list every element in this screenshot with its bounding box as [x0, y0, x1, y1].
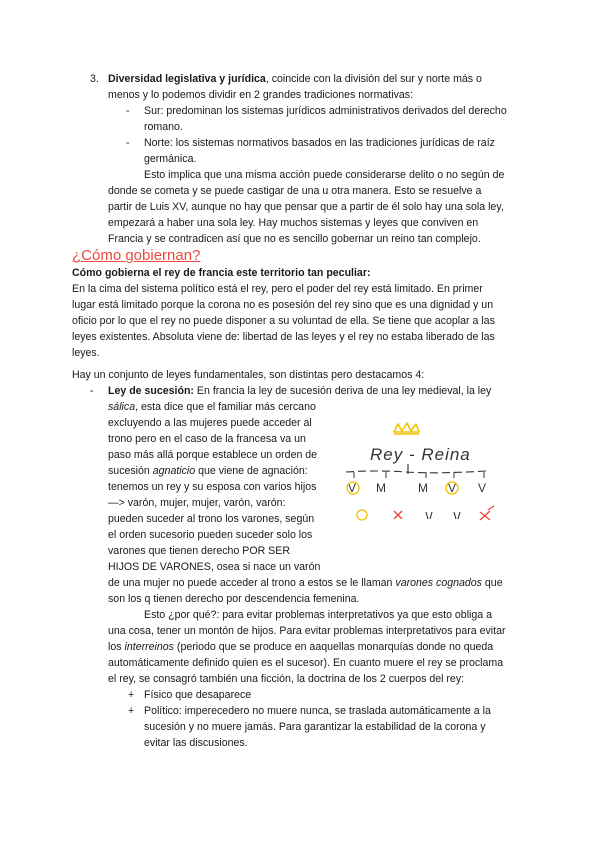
- para3-line: automáticamente definido quien es el sucesor). En cuanto muere el rey se proclama: [108, 657, 504, 669]
- item3-para-line: donde se cometa y se puede castigar de una u otra manera. Esto se resuelve a: [108, 185, 482, 197]
- law-text: que: [481, 577, 503, 589]
- section-subheading: Cómo gobierna el rey de francia este territorio tan peculiar:: [72, 267, 371, 279]
- law-text: que viene de agnación:: [195, 465, 308, 477]
- para1-line: lugar está limitado porque la corona no es posesión del rey sino que es una dignidad y un: [72, 299, 494, 311]
- item3-text: , coincide con la división del sur y norte más o: [265, 73, 482, 85]
- sub-bullet: -: [126, 105, 130, 117]
- law-line2: [108, 400, 316, 416]
- interreinos-term: interreinos: [124, 641, 174, 653]
- law-line: varones que tienen derecho POR SER: [108, 545, 290, 557]
- cross-mark: [480, 511, 490, 520]
- sketch-title: Rey - Reina: [370, 445, 471, 464]
- agnaticio-term: agnaticio: [152, 465, 196, 477]
- law-line: el orden sucesorio pueden suceder solo los: [108, 529, 313, 541]
- para1-line: leyes.: [72, 347, 100, 359]
- item3-para-line: Francia y se contradicen así que no es sencillo gobernar un reino tan complejo.: [108, 233, 481, 245]
- plus-bullet: +: [128, 705, 135, 717]
- law-text: , esta dice que el familiar más cercano: [135, 401, 316, 413]
- item3-para-line: partir de Luis XV, aunque no hay que pensar que a partir de él solo hay una sola ley,: [108, 201, 504, 213]
- item3-line1: [108, 72, 538, 88]
- tree-line: [346, 471, 486, 473]
- child-label: M: [418, 481, 428, 495]
- law-line6: [108, 464, 308, 480]
- law-text: sucesión: [108, 465, 153, 477]
- para1-line: leyes existentes. Absoluta viene de: libertad de las leyes y el rey no estaba liberado de las: [72, 331, 495, 343]
- cross-tail: [488, 506, 494, 510]
- para2: Hay un conjunto de leyes fundamentales, son distintas pero destacamos 4:: [72, 369, 425, 381]
- law-text: de una mujer no puede acceder al trono a estos se le llaman: [108, 577, 396, 589]
- sub-item-north: Norte: los sistemas normativos basados en las tradiciones jurídicas de raíz: [144, 137, 495, 149]
- law-line: trono pero en el caso de la francesa va un: [108, 433, 306, 445]
- sub-item-south-cont: romano.: [144, 121, 183, 133]
- law-title: Ley de sucesión:: [108, 385, 194, 397]
- child-label: V: [348, 481, 357, 495]
- body-item-political-cont: sucesión y no muere jamás. Para garantizar la estabilidad de la corona y: [144, 721, 486, 733]
- law-text: En francia la ley de sucesión deriva de una ley medieval, la ley: [193, 385, 492, 397]
- item3-para-line: empezará a haber una sola ley. Hay muchos sistemas y leyes que conviven en: [108, 217, 479, 229]
- sub-bullet: -: [126, 137, 130, 149]
- para3-line3: [108, 640, 493, 656]
- item3-title: Diversidad legislativa y jurídica: [108, 73, 266, 85]
- highlight-circle: [357, 510, 367, 520]
- family-tree-sketch: [336, 420, 526, 530]
- law-line: pueden suceder al trono los varones, según: [108, 513, 315, 525]
- plus-bullet: +: [128, 689, 135, 701]
- child-label: V: [478, 481, 487, 495]
- section-heading: ¿Cómo gobiernan?: [72, 247, 201, 264]
- para3-text: los: [108, 641, 125, 653]
- law-bullet: -: [90, 385, 94, 397]
- law-line1: [108, 384, 538, 400]
- law-line14: son los q tienen derecho por descendencia femenina.: [108, 593, 360, 605]
- body-item-political-cont: evitar las discusiones.: [144, 737, 248, 749]
- law-line: —> varón, mujer, mujer, varón, varón:: [108, 497, 286, 509]
- tick-mark: [426, 512, 432, 519]
- para3-line: Esto ¿por qué?: para evitar problemas interpretativos ya que esto obliga a: [144, 609, 493, 621]
- tick-mark: [454, 512, 460, 519]
- law-line: excluyendo a las mujeres puede acceder al: [108, 417, 312, 429]
- sub-item-south: Sur: predominan los sistemas jurídicos administrativos derivados del derecho: [144, 105, 507, 117]
- law-line: HIJOS DE VARONES, osea si nace un varón: [108, 561, 321, 573]
- para1-line: oficio por lo que el rey no puede disponer a su voluntad de ella. Se tiene que acoplar a las: [72, 315, 495, 327]
- body-item-political: Político: imperecedero no muere nunca, se traslada automáticamente a la: [144, 705, 491, 717]
- item3-para-line: Esto implica que una misma acción puede considerarse delito o no según de: [144, 169, 505, 181]
- law-line: paso más allá porque establece un orden de: [108, 449, 318, 461]
- sub-item-north-cont: germánica.: [144, 153, 197, 165]
- law-line: tenemos un rey y su esposa con varios hijos: [108, 481, 317, 493]
- child-label: V: [448, 481, 457, 495]
- cognados-term: varones cognados: [395, 577, 482, 589]
- para1-line: En la cima del sistema político está el rey, pero el poder del rey está limitado. En primer: [72, 283, 483, 295]
- crown-icon: [394, 423, 419, 432]
- cross-mark: [394, 511, 402, 519]
- para3-line: el rey, se consagró también una ficción, la doctrina de los 2 cuerpos del rey:: [108, 673, 465, 685]
- para3-line: una cosa, tener un montón de hijos. Para evitar problemas interpretativos para evitar: [108, 625, 506, 637]
- law-line13: [108, 576, 503, 592]
- item3-line2: menos y lo podemos dividir en 2 grandes tradiciones normativas:: [108, 89, 414, 101]
- salica-term: sálica: [108, 401, 136, 413]
- body-item-physical: Físico que desaparece: [144, 689, 252, 701]
- list-number: 3.: [90, 73, 99, 85]
- child-label: M: [376, 481, 386, 495]
- para3-text: (periodo que se produce en aaquellas monarquías donde no queda: [173, 641, 494, 653]
